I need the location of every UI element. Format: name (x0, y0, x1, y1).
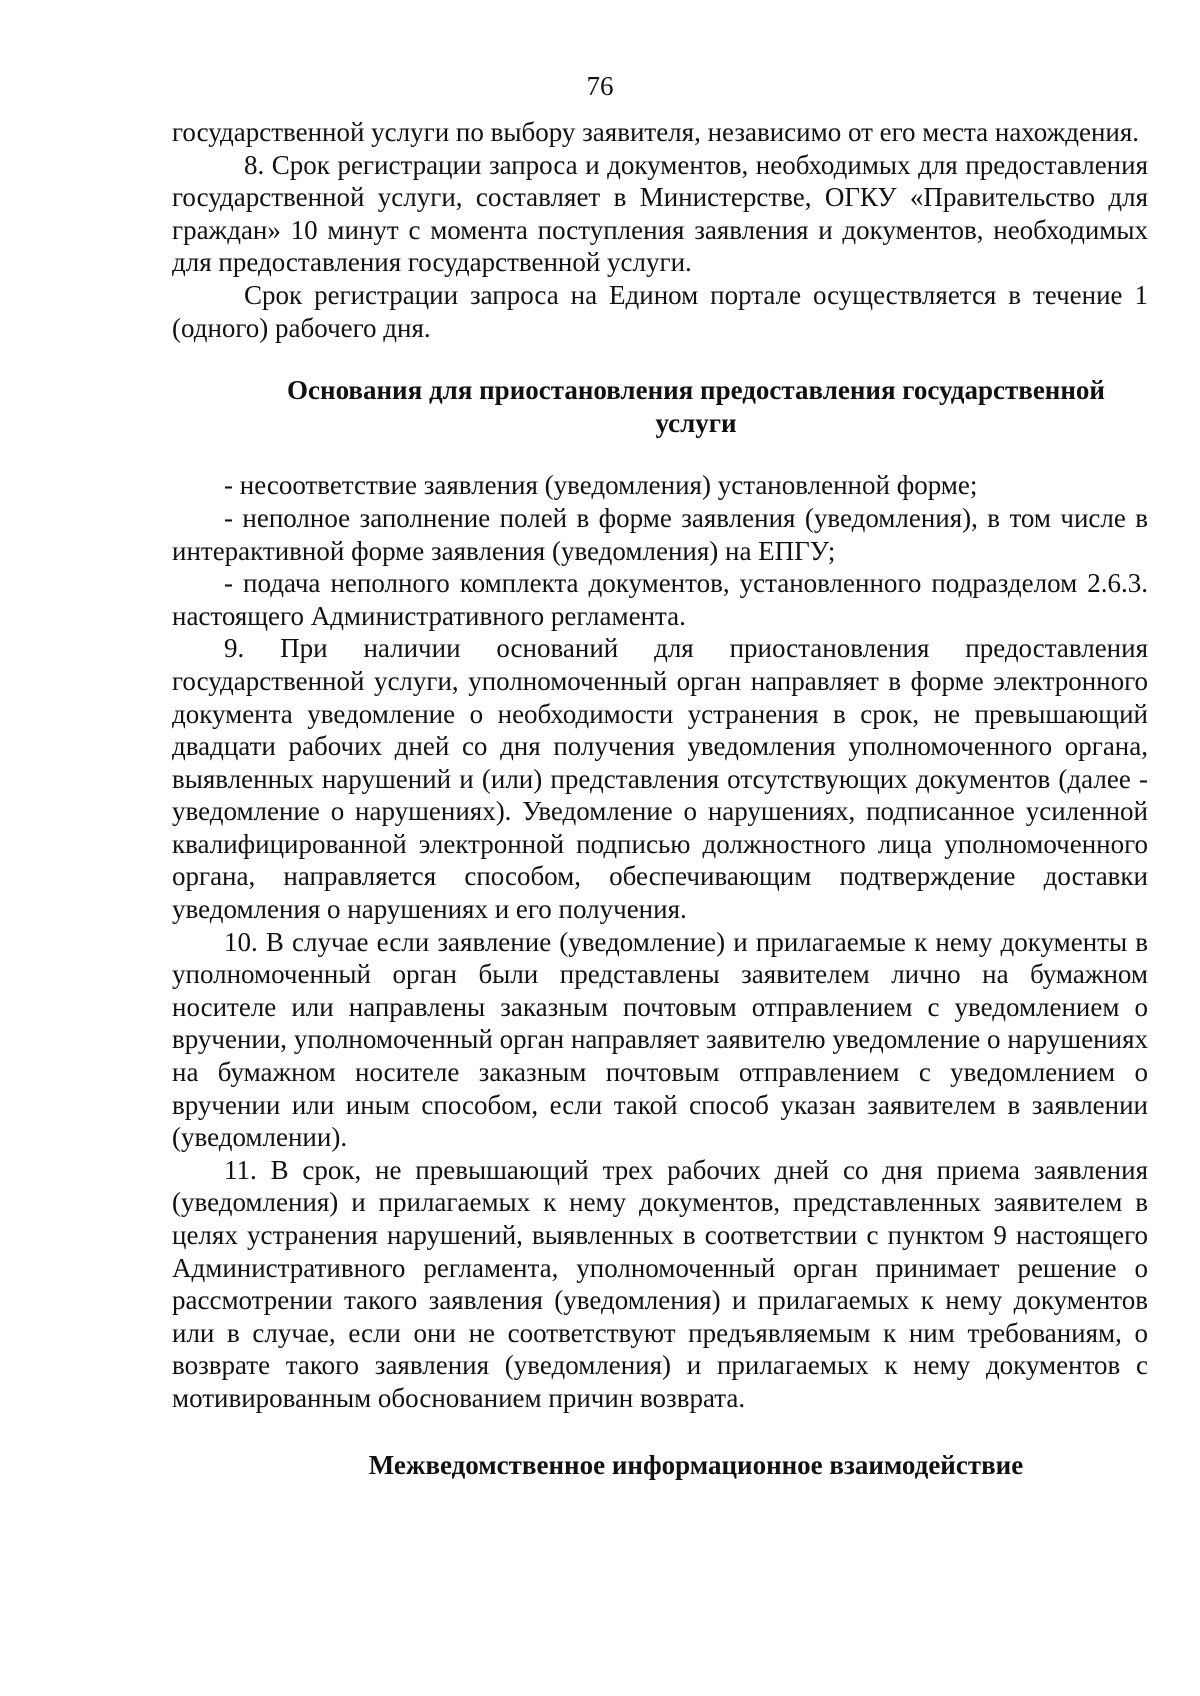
paragraph-item-10: 10. В случае если заявление (уведомление) и прилагаемые к нему документы в уполномоченный орган были представлены заявителем лично на бумажном носителе или направлены заказным почтовым отправлением с уведомлением о вручении, уполномоченный орган направляет заявителю уведомление о нарушениях на бумажном носителе заказным почтовым отправлением с уведомлением о вручении или иным способом, если такой способ указан заявителем в заявлении (уведомлении). (172, 926, 1148, 1153)
list-item: - неполное заполнение полей в форме заявления (уведомления), в том числе в интерактивной форме заявления (уведомления) на ЕПГУ; (172, 502, 1148, 566)
paragraph-item-8: 8. Срок регистрации запроса и документов, необходимых для предоставления государственной услуги, составляет в Министерстве, ОГКУ «Правительство для граждан» 10 минут с момента поступления заявления и документов, необходимых для предоставления государственной услуги. (172, 149, 1148, 278)
list-item: - несоответствие заявления (уведомления) установленной форме; (224, 470, 978, 501)
page-number: 76 (586, 71, 614, 101)
paragraph-item-11: 11. В срок, не превышающий трех рабочих дней со дня приема заявления (уведомления) и прилагаемых к нему документов, представленных заявителем в целях устранения нарушений, выявленных в соответствии с пунктом 9 настоящего Административного регламента, уполномоченный орган принимает решение о рассмотрении такого заявления (уведомления) и прилагаемых к нему документов или в случае, если они не соответствуют предъявляемым к ним требованиям, о возврате такого заявления (уведомления) и прилагаемых к нему документов с мотивированным обоснованием причин возврата. (172, 1154, 1148, 1413)
document-body (172, 116, 1148, 1481)
section-heading-interagency: Межведомственное информационное взаимодействие (368, 1449, 1024, 1480)
paragraph-continuation: государственной услуги по выбору заявителя, независимо от его места нахождения. (172, 117, 1140, 147)
list-item: - подача неполного комплекта документов, установленного подразделом 2.6.3. настоящего Административного регламента. (172, 568, 1148, 631)
paragraph-registration-portal: Срок регистрации запроса на Едином портале осуществляется в течение 1 (одного) рабочего дня. (172, 279, 1148, 343)
paragraph-item-9: 9. При наличии оснований для приостановления предоставления государственной услуги, уполномоченный орган направляет в форме электронного документа уведомление о необходимости устранения в срок, не превышающий двадцати рабочих дней со дня получения уведомления уполномоченного органа, выявленных нарушений и (или) представления отсутствующих документов (далее - уведомление о нарушениях). Уведомление о нарушениях, подписанное усиленной квалифицированной электронной подписью должностного лица уполномоченного органа, направляется способом, обеспечивающим подтверждение доставки уведомления о нарушениях и его получения. (172, 633, 1148, 925)
section-heading-suspension: Основания для приостановления предоставления государственной услуги (287, 375, 1105, 438)
